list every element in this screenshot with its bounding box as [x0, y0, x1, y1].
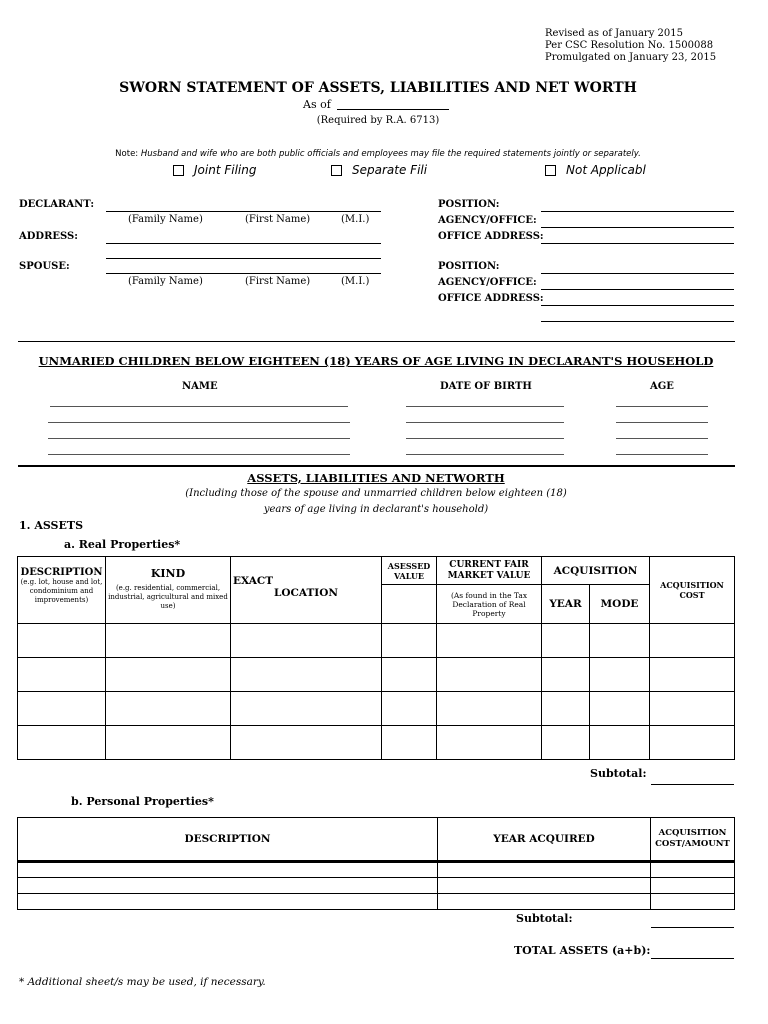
- total-assets-label: TOTAL ASSETS (a+b):: [514, 944, 651, 957]
- cell[interactable]: [231, 726, 382, 760]
- child-age-field[interactable]: [616, 454, 708, 455]
- assessed-value-header: ASESSED VALUE: [382, 557, 437, 585]
- year-header: YEAR: [542, 585, 590, 624]
- declarant-first-caption: (First Name): [245, 214, 311, 225]
- acquisition-header: ACQUISITION: [542, 557, 650, 585]
- note-text: Husband and wife who are both public officials and employees may file the required statements jointly or separately.: [140, 149, 641, 159]
- cell[interactable]: [231, 624, 382, 658]
- office-address-label: OFFICE ADDRESS:: [438, 231, 544, 242]
- acquisition-cost-header: ACQUISITION COST: [650, 557, 735, 624]
- revision-block: [545, 28, 716, 64]
- spouse-label: SPOUSE:: [19, 261, 70, 272]
- spouse-family-caption: (Family Name): [128, 276, 203, 287]
- divider: [18, 341, 735, 342]
- pp-description-header: DESCRIPTION: [18, 818, 438, 862]
- cell[interactable]: [590, 624, 650, 658]
- cell[interactable]: [382, 624, 437, 658]
- cell[interactable]: [651, 862, 735, 878]
- cell[interactable]: [651, 878, 735, 894]
- declarant-name-field[interactable]: [106, 211, 381, 212]
- cell[interactable]: [18, 658, 106, 692]
- exact-label: EXACT: [233, 575, 274, 587]
- total-assets-field[interactable]: [651, 958, 734, 959]
- description-header: [18, 557, 106, 624]
- cell[interactable]: [590, 726, 650, 760]
- cell[interactable]: [438, 862, 651, 878]
- cell[interactable]: [106, 658, 231, 692]
- pp-cost-header: ACQUISITION COST/AMOUNT: [651, 818, 735, 862]
- table-row: [18, 878, 735, 894]
- cell[interactable]: [437, 658, 542, 692]
- footnote: * Additional sheet/s may be used, if necessary.: [19, 976, 266, 988]
- cell[interactable]: [650, 726, 735, 760]
- spouse-agency-field[interactable]: [541, 289, 734, 290]
- table-row: [18, 894, 735, 910]
- real-subtotal-label: Subtotal:: [590, 767, 647, 780]
- fair-market-note: (As found in the Tax Declaration of Real Property: [437, 585, 542, 624]
- child-dob-field[interactable]: [406, 454, 564, 455]
- children-age-header: AGE: [650, 381, 674, 392]
- cell[interactable]: [382, 726, 437, 760]
- cell[interactable]: [650, 692, 735, 726]
- alnw-title: ASSETS, LIABILITIES AND NETWORTH: [247, 471, 505, 485]
- address-label: ADDRESS:: [19, 231, 78, 242]
- agency-field[interactable]: [541, 227, 734, 228]
- description-note: (e.g. lot, house and lot, condominium and improvements): [20, 578, 103, 604]
- real-subtotal-field[interactable]: [651, 784, 734, 785]
- agency-label: AGENCY/OFFICE:: [438, 215, 537, 226]
- alnw-subtitle-2: years of age living in declarant's household): [263, 504, 489, 515]
- children-name-header: NAME: [182, 381, 218, 392]
- fair-market-header: CURRENT FAIR MARKET VALUE: [437, 557, 542, 585]
- assessed-value-subheader: [382, 585, 437, 624]
- child-age-field[interactable]: [616, 406, 708, 407]
- divider-thick: [18, 465, 735, 467]
- pp-year-header: YEAR ACQUIRED: [438, 818, 651, 862]
- position-label: POSITION:: [438, 199, 500, 210]
- table-row: [18, 726, 735, 760]
- kind-header-label: KIND: [150, 567, 186, 580]
- checkbox-icon: [173, 165, 184, 176]
- kind-note: (e.g. residential, commercial, industrial, agricultural and mixed use): [108, 584, 228, 610]
- as-of-label: As of: [303, 98, 331, 111]
- spouse-office-address-field-2[interactable]: [541, 321, 734, 322]
- cell[interactable]: [106, 692, 231, 726]
- spouse-position-field[interactable]: [541, 273, 734, 274]
- resolution-text: Per CSC Resolution No. 1500088: [545, 40, 714, 51]
- child-dob-field[interactable]: [406, 406, 564, 407]
- cell[interactable]: [650, 624, 735, 658]
- spouse-office-address-field[interactable]: [541, 305, 734, 306]
- children-dob-header: DATE OF BIRTH: [440, 381, 532, 392]
- not-applicable-checkbox[interactable]: [545, 163, 646, 177]
- personal-properties-table: [17, 817, 735, 910]
- address-field[interactable]: [106, 243, 381, 244]
- cell[interactable]: [18, 726, 106, 760]
- cell[interactable]: [231, 692, 382, 726]
- separate-filing-label: Separate Fili: [352, 163, 428, 177]
- cell[interactable]: [18, 692, 106, 726]
- cell[interactable]: [542, 692, 590, 726]
- cell[interactable]: [590, 658, 650, 692]
- cell[interactable]: [542, 658, 590, 692]
- separate-filing-checkbox[interactable]: [331, 163, 427, 177]
- spouse-first-caption: (First Name): [245, 276, 311, 287]
- kind-header: [106, 557, 231, 624]
- joint-filing-label: Joint Filing: [194, 163, 257, 177]
- office-address-field[interactable]: [541, 243, 734, 244]
- child-name-field[interactable]: [48, 438, 350, 439]
- mode-header: MODE: [590, 585, 650, 624]
- assets-heading: 1. ASSETS: [19, 519, 84, 532]
- child-name-field[interactable]: [48, 454, 350, 455]
- spouse-office-address-label: OFFICE ADDRESS:: [438, 293, 544, 304]
- child-age-field[interactable]: [616, 422, 708, 423]
- cell[interactable]: [438, 878, 651, 894]
- cell[interactable]: [542, 624, 590, 658]
- cell[interactable]: [382, 658, 437, 692]
- cell[interactable]: [106, 624, 231, 658]
- alnw-subtitle-1: (Including those of the spouse and unmarried children below eighteen (18): [185, 488, 567, 499]
- cell[interactable]: [590, 692, 650, 726]
- cell[interactable]: [437, 726, 542, 760]
- table-row: [18, 658, 735, 692]
- declarant-family-caption: (Family Name): [128, 214, 203, 225]
- cell[interactable]: [231, 658, 382, 692]
- child-age-field[interactable]: [616, 438, 708, 439]
- not-applicable-label: Not Applicabl: [566, 163, 646, 177]
- cell[interactable]: [650, 658, 735, 692]
- as-of-field[interactable]: [337, 109, 449, 110]
- real-properties-table: [17, 556, 735, 760]
- cell[interactable]: [18, 878, 438, 894]
- child-dob-field[interactable]: [406, 438, 564, 439]
- cell[interactable]: [18, 624, 106, 658]
- page-title: SWORN STATEMENT OF ASSETS, LIABILITIES AND NET WORTH: [119, 80, 637, 96]
- spouse-name-field[interactable]: [106, 273, 381, 274]
- cell[interactable]: [438, 894, 651, 910]
- spouse-position-label: POSITION:: [438, 261, 500, 272]
- cell[interactable]: [18, 862, 438, 878]
- personal-subtotal-label: Subtotal:: [516, 912, 573, 925]
- note-prefix: Note:: [115, 149, 139, 159]
- address-field-2[interactable]: [106, 258, 381, 259]
- child-dob-field[interactable]: [406, 422, 564, 423]
- location-header: [231, 557, 382, 624]
- child-name-field[interactable]: [50, 406, 348, 407]
- table-row: [18, 862, 735, 878]
- cell[interactable]: [18, 894, 438, 910]
- child-name-field[interactable]: [48, 422, 350, 423]
- children-title: UNMARIED CHILDREN BELOW EIGHTEEN (18) YEARS OF AGE LIVING IN DECLARANT'S HOUSEHOLD: [38, 354, 714, 368]
- cell[interactable]: [437, 624, 542, 658]
- position-field[interactable]: [541, 211, 734, 212]
- joint-filing-checkbox[interactable]: [173, 163, 256, 177]
- cell[interactable]: [542, 726, 590, 760]
- declarant-label: DECLARANT:: [19, 199, 95, 210]
- cell[interactable]: [382, 692, 437, 726]
- real-properties-heading: a. Real Properties*: [64, 538, 181, 551]
- table-row: [18, 624, 735, 658]
- spouse-agency-label: AGENCY/OFFICE:: [438, 277, 537, 288]
- description-header-label: DESCRIPTION: [20, 567, 103, 578]
- required-text: (Required by R.A. 6713): [316, 115, 440, 126]
- checkbox-icon: [545, 165, 556, 176]
- cell[interactable]: [437, 692, 542, 726]
- personal-subtotal-field[interactable]: [651, 927, 734, 928]
- spouse-mi-caption: (M.I.): [341, 276, 370, 287]
- table-row: [18, 692, 735, 726]
- revised-text: Revised as of January 2015: [545, 28, 683, 39]
- declarant-mi-caption: (M.I.): [341, 214, 370, 225]
- checkbox-icon: [331, 165, 342, 176]
- cell[interactable]: [106, 726, 231, 760]
- note: [0, 149, 756, 159]
- cell[interactable]: [651, 894, 735, 910]
- promulgated-text: Promulgated on January 23, 2015: [545, 52, 717, 63]
- location-label: LOCATION: [274, 587, 338, 599]
- personal-properties-heading: b. Personal Properties*: [71, 795, 214, 808]
